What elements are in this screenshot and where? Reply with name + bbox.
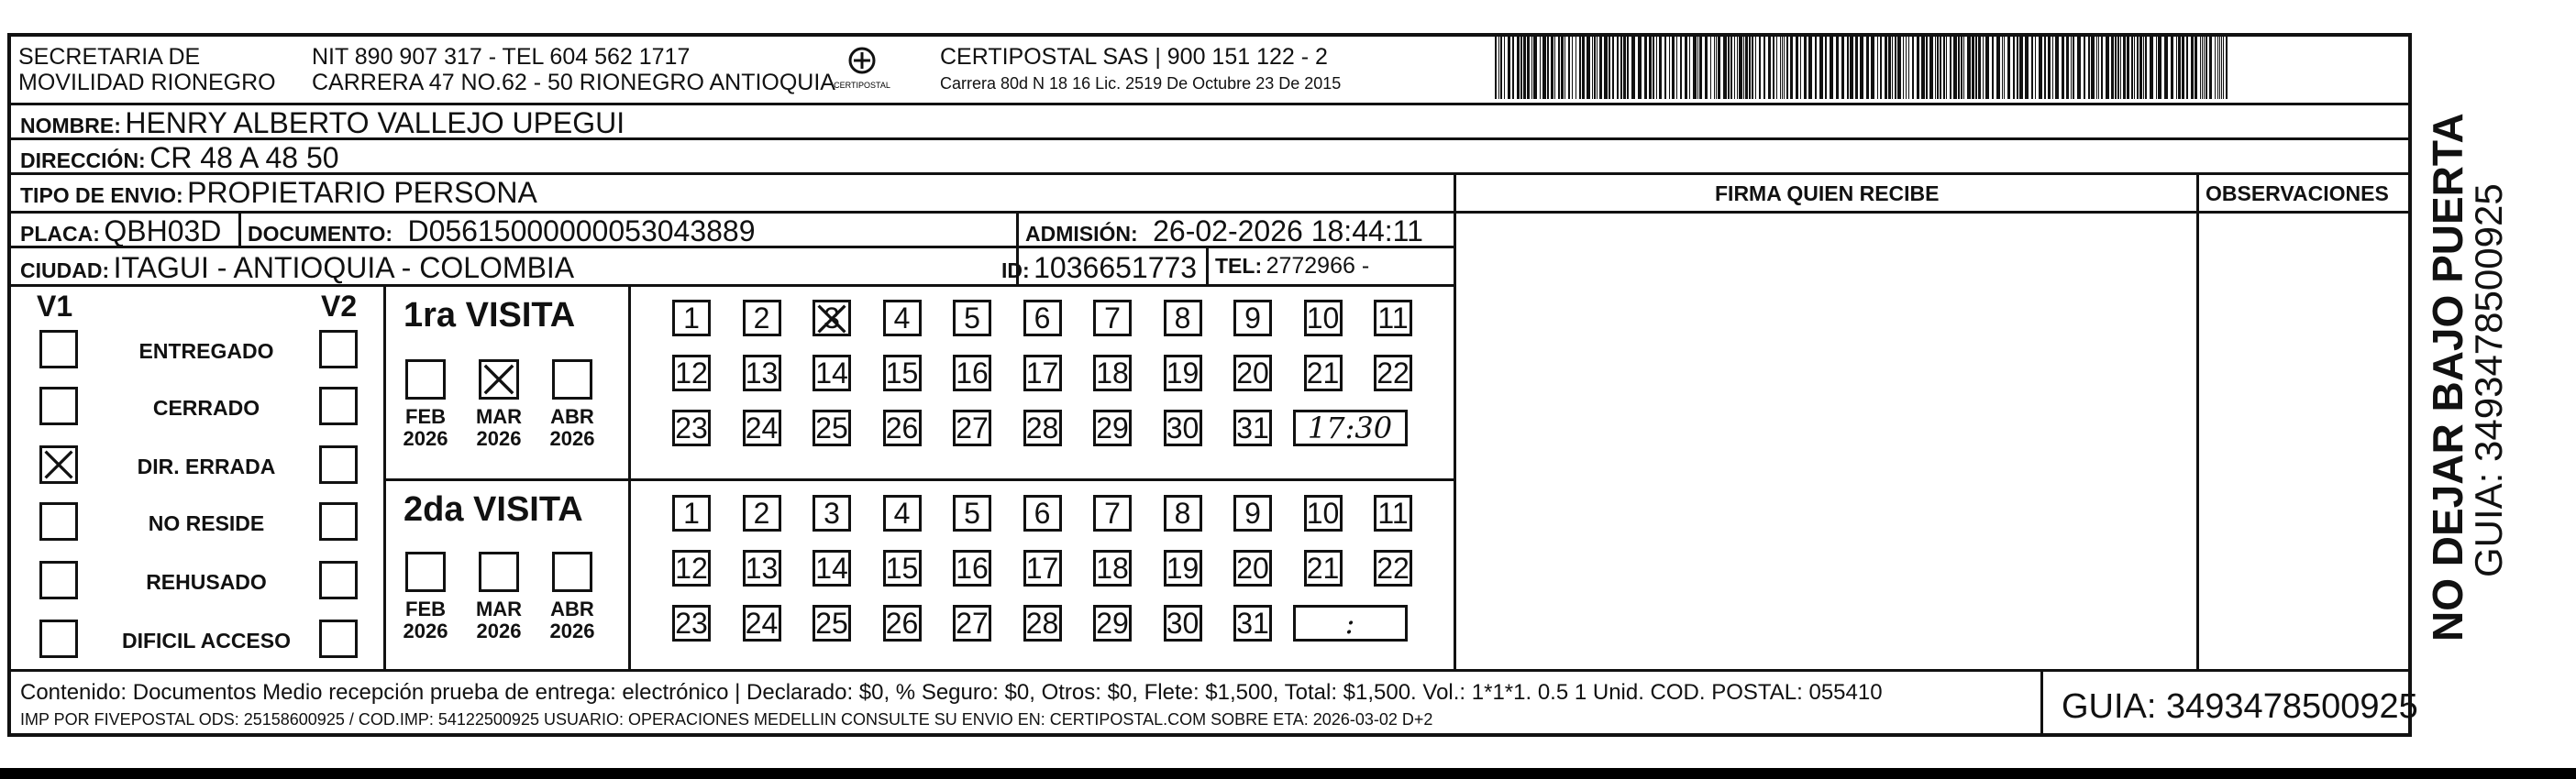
rule <box>383 284 386 669</box>
visit1-day-box[interactable]: 9 <box>1233 300 1272 336</box>
visit2-month-checkbox[interactable] <box>552 552 592 592</box>
rule <box>628 284 631 669</box>
visit1-day-box[interactable]: 16 <box>953 355 991 391</box>
visit1-month-checkbox[interactable] <box>405 359 446 400</box>
status-v1-checkbox[interactable] <box>39 330 78 368</box>
svg-text:CERTIPOSTAL: CERTIPOSTAL <box>834 81 890 90</box>
visit1-day-box[interactable]: 13 <box>743 355 781 391</box>
visit2-day-box[interactable]: 4 <box>883 495 922 532</box>
visit1-day-box[interactable]: 10 <box>1304 300 1343 336</box>
visit2-time-box[interactable]: : <box>1293 605 1408 642</box>
visit1-day-box[interactable]: 15 <box>883 355 922 391</box>
visit2-day-box[interactable]: 10 <box>1304 495 1343 532</box>
rule <box>1454 172 1456 669</box>
rule <box>385 478 1456 481</box>
rule <box>2040 669 2043 737</box>
courier-line1: CERTIPOSTAL SAS | 900 151 122 - 2 <box>940 44 1328 70</box>
visit1-day-box[interactable]: 19 <box>1164 355 1202 391</box>
visit2-day-box[interactable]: 21 <box>1304 550 1343 587</box>
visit1-day-box[interactable]: 29 <box>1093 410 1132 446</box>
visit1-day-box[interactable]: 14 <box>813 355 851 391</box>
status-v2-checkbox[interactable] <box>319 620 358 658</box>
visit2-month-checkbox[interactable] <box>405 552 446 592</box>
id-label: ID: <box>1001 258 1030 282</box>
visit2-day-box[interactable]: 23 <box>672 605 711 642</box>
org-line2: MOVILIDAD RIONEGRO <box>18 70 276 95</box>
visit1-month-label: MAR <box>475 405 523 428</box>
visit2-title: 2da VISITA <box>404 490 583 529</box>
visit2-day-box[interactable]: 16 <box>953 550 991 587</box>
id-value: 1036651773 <box>1034 251 1198 284</box>
visit1-day-box[interactable]: 23 <box>672 410 711 446</box>
tel-label: TEL: <box>1215 254 1263 278</box>
courier-line2: Carrera 80d N 18 16 Lic. 2519 De Octubre 23 De 2015 <box>940 74 1342 93</box>
visit1-day-box[interactable]: 31 <box>1233 410 1272 446</box>
visit2-month-label: ABR <box>550 598 594 620</box>
visit1-month-label: ABR <box>550 405 594 428</box>
visit2-day-box[interactable]: 26 <box>883 605 922 642</box>
visit2-day-box[interactable]: 31 <box>1233 605 1272 642</box>
status-v2-checkbox[interactable] <box>319 387 358 425</box>
visit1-day-box[interactable]: 25 <box>813 410 851 446</box>
status-v2-checkbox[interactable] <box>319 445 358 484</box>
rule <box>238 211 241 246</box>
visit2-day-box[interactable]: 30 <box>1164 605 1202 642</box>
shipping-label: TIPO DE ENVIO: <box>20 183 183 207</box>
x-mark-icon <box>815 302 848 335</box>
status-label: ENTREGADO <box>138 339 274 363</box>
visit1-title: 1ra VISITA <box>404 296 576 335</box>
document-cell <box>248 216 756 246</box>
visit1-day-box[interactable]: 21 <box>1304 355 1343 391</box>
admission-label: ADMISIÓN: <box>1025 222 1138 246</box>
visit2-month-checkbox[interactable] <box>479 552 519 592</box>
visit1-day-box[interactable]: 5 <box>953 300 991 336</box>
visit2-month-label: FEB <box>405 598 446 620</box>
status-v1-checkbox[interactable] <box>39 502 78 541</box>
plate-value: QBH03D <box>104 214 222 247</box>
visit1-day-box[interactable]: 12 <box>672 355 711 391</box>
visit1-day-box[interactable]: 7 <box>1093 300 1132 336</box>
visit2-month-year: 2026 <box>476 620 522 642</box>
visit1-day-box[interactable]: 28 <box>1023 410 1062 446</box>
visit2-day-box[interactable]: 2 <box>743 495 781 532</box>
scan-edge <box>0 768 2576 779</box>
shipping-value: PROPIETARIO PERSONA <box>187 176 537 209</box>
status-v2-checkbox[interactable] <box>319 330 358 368</box>
city-label: CIUDAD: <box>20 258 110 282</box>
status-v2-checkbox[interactable] <box>319 561 358 599</box>
status-label: CERRADO <box>152 396 260 420</box>
city-value: ITAGUI - ANTIOQUIA - COLOMBIA <box>113 251 575 284</box>
plate-label: PLACA: <box>20 222 100 246</box>
visit2-month-year: 2026 <box>403 620 448 642</box>
status-v1-checkbox[interactable] <box>39 620 78 658</box>
name-row <box>20 108 625 137</box>
name-value: HENRY ALBERTO VALLEJO UPEGUI <box>125 106 625 139</box>
status-label: DIFICIL ACCESO <box>121 629 291 653</box>
x-mark-icon <box>481 362 516 397</box>
visit1-month-year: 2026 <box>549 427 595 450</box>
visit1-day-box[interactable]: 24 <box>743 410 781 446</box>
city-cell <box>20 253 574 282</box>
visit1-day-box[interactable]: 18 <box>1093 355 1132 391</box>
visit1-day-box[interactable]: 22 <box>1374 355 1412 391</box>
admission-value: 26-02-2026 18:44:11 <box>1153 214 1423 247</box>
visit2-day-box[interactable]: 24 <box>743 605 781 642</box>
id-cell <box>1001 253 1197 282</box>
visit1-time-box[interactable]: 17:30 <box>1293 410 1408 446</box>
visit2-day-box[interactable]: 12 <box>672 550 711 587</box>
visit2-day-box[interactable]: 22 <box>1374 550 1412 587</box>
document-value: D05615000000053043889 <box>407 214 756 247</box>
side-warning: NO DEJAR BAJO PUERTA <box>2424 113 2471 642</box>
visit1-day-box[interactable]: 11 <box>1374 300 1412 336</box>
visit1-month-year: 2026 <box>403 427 448 450</box>
visit2-day-box[interactable]: 3 <box>813 495 851 532</box>
status-label: REHUSADO <box>146 570 267 594</box>
certipostal-logo <box>830 42 894 97</box>
visit1-month-label: FEB <box>405 405 446 428</box>
document-label: DOCUMENTO: <box>248 222 393 246</box>
visit2-day-box[interactable]: 6 <box>1023 495 1062 532</box>
visit2-day-box[interactable]: 8 <box>1164 495 1202 532</box>
visit2-day-box[interactable]: 28 <box>1023 605 1062 642</box>
rule <box>1206 246 1209 284</box>
visit2-day-box[interactable]: 15 <box>883 550 922 587</box>
rule <box>7 211 2412 214</box>
rule <box>7 284 1456 287</box>
visit2-day-box[interactable]: 19 <box>1164 550 1202 587</box>
signature-header: FIRMA QUIEN RECIBE <box>1715 181 1940 205</box>
shipping-row <box>20 178 537 207</box>
visit2-day-box[interactable]: 11 <box>1374 495 1412 532</box>
nit-line1: NIT 890 907 317 - TEL 604 562 1717 <box>312 44 691 70</box>
visit1-day-box[interactable] <box>813 300 851 336</box>
address-value: CR 48 A 48 50 <box>149 141 339 174</box>
visit2-day-box[interactable]: 1 <box>672 495 711 532</box>
observations-header: OBSERVACIONES <box>2206 181 2389 205</box>
visit2-month-label: MAR <box>475 598 523 620</box>
visit1-day-box[interactable]: 2 <box>743 300 781 336</box>
status-label: NO RESIDE <box>148 511 265 535</box>
visit2-month-year: 2026 <box>549 620 595 642</box>
visit2-day-box[interactable]: 29 <box>1093 605 1132 642</box>
address-label: DIRECCIÓN: <box>20 148 146 172</box>
rule <box>2196 172 2199 669</box>
visit1-day-box[interactable]: 8 <box>1164 300 1202 336</box>
tel-value: 2772966 - <box>1266 253 1370 279</box>
visit1-month-year: 2026 <box>476 427 522 450</box>
side-guia: GUIA: 3493478500925 <box>2467 183 2510 577</box>
name-label: NOMBRE: <box>20 114 121 137</box>
status-v1-checkbox[interactable] <box>39 445 78 484</box>
nit-line2: CARRERA 47 NO.62 - 50 RIONEGRO ANTIOQUIA <box>312 70 835 95</box>
visit2-day-box[interactable]: 7 <box>1093 495 1132 532</box>
rule <box>7 669 2412 672</box>
visit1-day-box[interactable]: 26 <box>883 410 922 446</box>
status-v1-checkbox[interactable] <box>39 387 78 425</box>
visit1-day-box[interactable]: 17 <box>1023 355 1062 391</box>
visit2-day-box[interactable]: 13 <box>743 550 781 587</box>
visit2-day-box[interactable]: 27 <box>953 605 991 642</box>
footer-line2: IMP POR FIVEPOSTAL ODS: 25158600925 / COD.IMP: 54122500925 USUARIO: OPERACIONES MEDELLIN CONSULTE SU ENVIO EN: CERTIPOSTAL.COM SOBRE ETA: 2026-03-02 D+2 <box>20 710 1433 729</box>
v2-header: V2 <box>321 290 358 323</box>
rule <box>7 172 2412 175</box>
visit1-day-box[interactable]: 20 <box>1233 355 1272 391</box>
visit1-day-box[interactable]: 1 <box>672 300 711 336</box>
visit1-day-box[interactable]: 6 <box>1023 300 1062 336</box>
status-v2-checkbox[interactable] <box>319 502 358 541</box>
x-mark-icon <box>815 302 848 343</box>
status-v1-checkbox[interactable] <box>39 561 78 599</box>
day-number: 3 <box>824 301 840 335</box>
visit1-month-checkbox[interactable] <box>479 359 519 400</box>
visit1-day-box[interactable]: 30 <box>1164 410 1202 446</box>
visit1-day-box[interactable]: 27 <box>953 410 991 446</box>
visit1-month-checkbox[interactable] <box>552 359 592 400</box>
visit1-day-box[interactable]: 4 <box>883 300 922 336</box>
rule <box>7 103 2412 105</box>
admission-cell <box>1025 216 1423 246</box>
logo-icon <box>830 42 894 97</box>
org-line1: SECRETARIA DE <box>18 44 201 70</box>
visit2-day-box[interactable]: 9 <box>1233 495 1272 532</box>
plate-cell <box>20 216 221 246</box>
visit2-day-box[interactable]: 17 <box>1023 550 1062 587</box>
v1-header: V1 <box>37 290 73 323</box>
visit2-day-box[interactable]: 25 <box>813 605 851 642</box>
status-label: DIR. ERRADA <box>137 455 276 478</box>
x-mark-icon <box>42 448 75 481</box>
address-row <box>20 143 339 172</box>
visit2-day-box[interactable]: 5 <box>953 495 991 532</box>
visit2-day-box[interactable]: 20 <box>1233 550 1272 587</box>
visit2-day-box[interactable]: 14 <box>813 550 851 587</box>
visit2-day-box[interactable]: 18 <box>1093 550 1132 587</box>
footer-guia: GUIA: 3493478500925 <box>2062 687 2418 726</box>
tel-cell <box>1215 255 1369 278</box>
footer-line1: Contenido: Documentos Medio recepción prueba de entrega: electrónico | Declarado: $0, % Seguro: $0, Otros: $0, Flete: $1,500, Total: $1,500. Vol.: 1*1*1. 0.5 1 Unid. COD. POSTAL: 055410 <box>20 680 1883 705</box>
